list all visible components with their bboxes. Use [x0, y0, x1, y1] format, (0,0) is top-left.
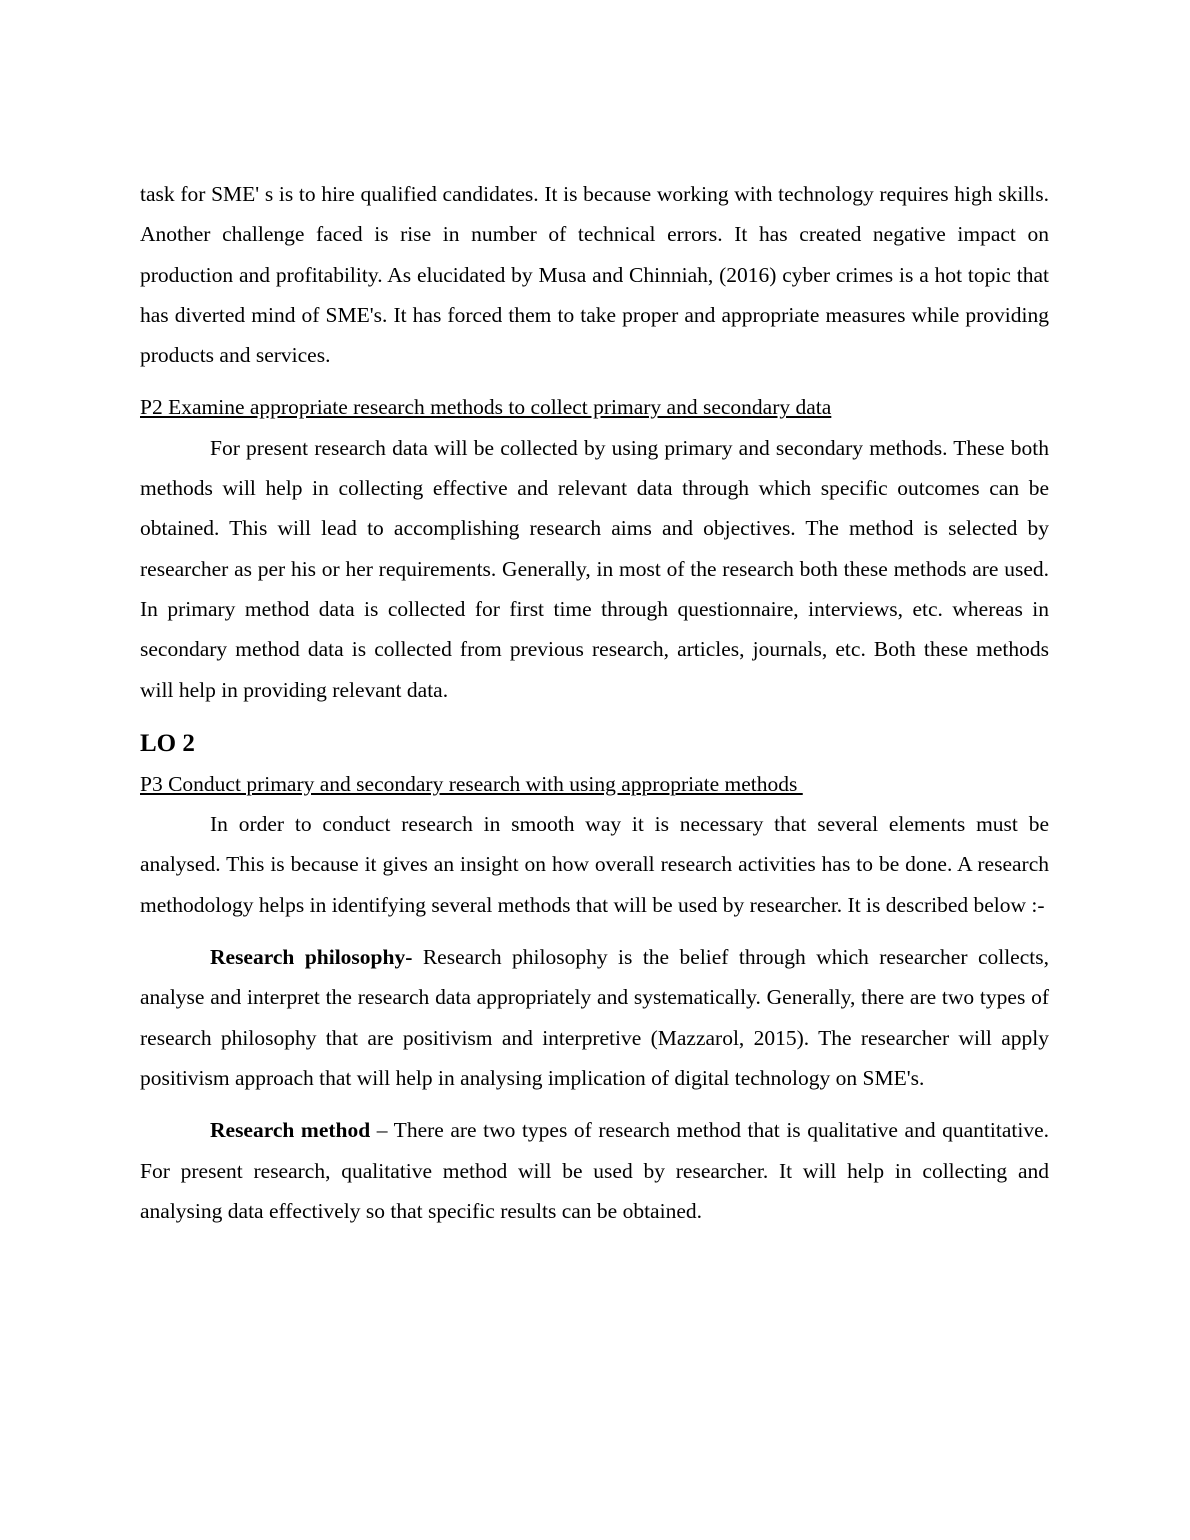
p3-paragraph: In order to conduct research in smooth way it is necessary that several elements must be analysed. This is because it gives an insight on how overall research activities has to be done. A research methodology helps in identifying several methods that will be used by researcher. It is described below :-	[140, 812, 1049, 917]
p3-heading: P3 Conduct primary and secondary research with using appropriate methods	[140, 771, 803, 796]
document-page	[140, 174, 1049, 1231]
research-philosophy-text: Research philosophy is the belief through which researcher collects, analyse and interpret the research data appropriately and systematically. Generally, there are two types of research philosophy that are positivism and interpretive (Mazzarol, 2015). The researcher will apply positivism approach that will help in analysing implication of digital technology on SME's.	[140, 945, 1049, 1090]
continuation-paragraph: task for SME' s is to hire qualified candidates. It is because working with technology requires high skills. Another challenge faced is rise in number of technical errors. It has created negative impact on production and profitability. As elucidated by Musa and Chinniah, (2016) cyber crimes is a hot topic that has diverted mind of SME's. It has forced them to take proper and appropriate measures while providing products and services.	[140, 182, 1049, 368]
research-method-text: – There are two types of research method that is qualitative and quantitative. For present research, qualitative method will be used by researcher. It will help in collecting and analysing data effectively so that specific results can be obtained.	[140, 1118, 1049, 1223]
lo2-heading: LO 2	[140, 729, 195, 757]
p2-heading: P2 Examine appropriate research methods to collect primary and secondary data	[140, 395, 832, 420]
research-method-term: Research method	[210, 1118, 371, 1143]
research-method-paragraph	[140, 1110, 1049, 1231]
p2-paragraph: For present research data will be collected by using primary and secondary methods. These both methods will help in collecting effective and relevant data through which specific outcomes can be obtained. This will lead to accomplishing research aims and objectives. The method is selected by researcher as per his or her requirements. Generally, in most of the research both these methods are used. In primary method data is collected for first time through questionnaire, interviews, etc. whereas in secondary method data is collected from previous research, articles, journals, etc. Both these methods will help in providing relevant data.	[140, 435, 1049, 702]
research-philosophy-term: Research philosophy-	[210, 945, 413, 970]
research-philosophy-paragraph	[140, 937, 1049, 1098]
